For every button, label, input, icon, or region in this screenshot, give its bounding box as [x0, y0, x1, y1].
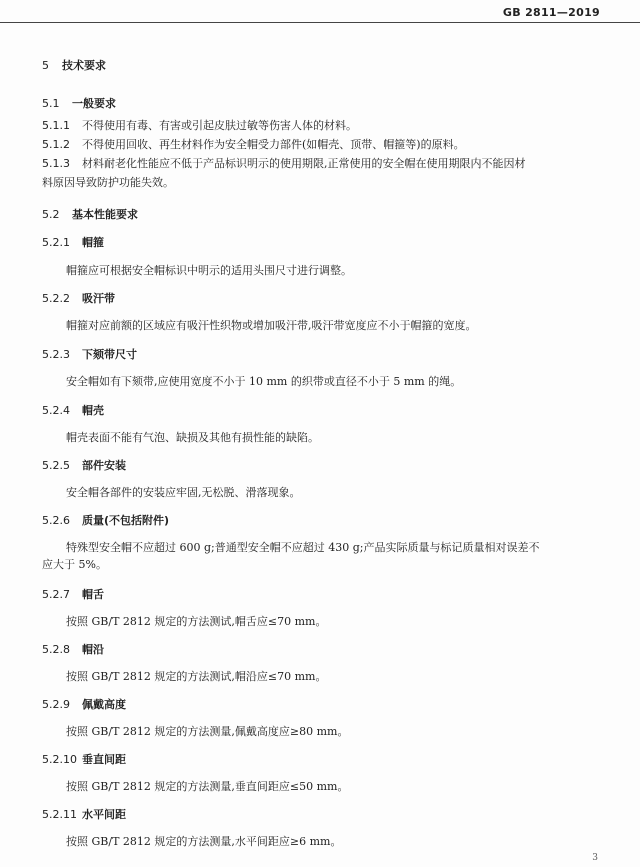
- clause-5-1-3-cont: [42, 173, 612, 193]
- clause-5-2-1-text: 帽箍应可根据安全帽标识中明示的适用头围尺寸进行调整。: [66, 264, 352, 277]
- section-number: 5.2.5: [42, 459, 70, 472]
- section-5-2-6-heading: [42, 512, 169, 528]
- section-number: 5.2.1: [42, 236, 70, 249]
- section-title: 帽舌: [82, 588, 104, 601]
- section-5-2-8-heading: [42, 641, 104, 657]
- section-number: 5.2: [42, 208, 60, 221]
- section-title: 部件安装: [82, 459, 126, 472]
- clause-5-2-5-text: 安全帽各部件的安装应牢固,无松脱、滑落现象。: [66, 486, 301, 499]
- section-5-2-2-heading: [42, 290, 115, 306]
- section-number: 5: [42, 59, 49, 72]
- section-number: 5.2.7: [42, 588, 70, 601]
- section-5-2-1-heading: [42, 234, 104, 250]
- section-5-2-heading: [42, 206, 138, 222]
- section-5-2-5-heading: [42, 457, 126, 473]
- clause-text-line1: 材料耐老化性能应不低于产品标识明示的使用期限,正常使用的安全帽在使用期限内不能因材: [82, 157, 526, 170]
- section-number: 5.2.2: [42, 292, 70, 305]
- section-5-1-heading: [42, 95, 116, 111]
- clause-5-2-8-text: 按照 GB/T 2812 规定的方法测试,帽沿应≤70 mm。: [66, 670, 327, 683]
- clause-5-1-2: [42, 135, 612, 155]
- clause-5-1-3: [42, 154, 612, 174]
- clause-number: 5.1.2: [42, 138, 70, 151]
- section-number: 5.2.10: [42, 753, 77, 766]
- section-title: 帽壳: [82, 404, 104, 417]
- section-5-heading: [42, 57, 106, 73]
- standard-number: GB 2811—2019: [502, 6, 600, 19]
- section-number: 5.2.6: [42, 514, 70, 527]
- section-5-2-9-heading: [42, 696, 126, 712]
- clause-5-2-10-text: 按照 GB/T 2812 规定的方法测量,垂直间距应≤50 mm。: [66, 780, 349, 793]
- section-number: 5.2.11: [42, 808, 77, 821]
- clause-text: 不得使用回收、再生材料作为安全帽受力部件(如帽壳、顶带、帽箍等)的原料。: [82, 138, 465, 151]
- section-number: 5.2.8: [42, 643, 70, 656]
- page-header: [0, 0, 640, 26]
- clause-5-2-2-text: 帽箍对应前额的区域应有吸汗性织物或增加吸汗带,吸汗带宽度应不小于帽箍的宽度。: [66, 319, 477, 332]
- clause-5-2-6-text-line1: 特殊型安全帽不应超过 600 g;普通型安全帽不应超过 430 g;产品实际质量与标记质量相对误差不: [66, 541, 540, 554]
- clause-5-2-3-text: 安全帽如有下颏带,应使用宽度不小于 10 mm 的织带或直径不小于 5 mm 的绳。: [66, 375, 462, 388]
- header-rule: [0, 22, 640, 23]
- clause-5-2-7-text: 按照 GB/T 2812 规定的方法测试,帽舌应≤70 mm。: [66, 615, 327, 628]
- section-title: 帽沿: [82, 643, 104, 656]
- clause-5-2-9-text: 按照 GB/T 2812 规定的方法测量,佩戴高度应≥80 mm。: [66, 725, 349, 738]
- clause-number: 5.1.3: [42, 157, 70, 170]
- section-title: 基本性能要求: [72, 208, 138, 221]
- section-5-2-11-heading: [42, 806, 126, 822]
- section-title: 佩戴高度: [82, 698, 126, 711]
- section-title: 质量(不包括附件): [82, 514, 170, 527]
- section-title: 吸汗带: [82, 292, 115, 305]
- section-title: 垂直间距: [82, 753, 126, 766]
- section-title: 技术要求: [62, 59, 106, 72]
- section-5-2-10-heading: [42, 751, 126, 767]
- section-title: 下颏带尺寸: [82, 348, 137, 361]
- clause-text: 不得使用有毒、有害或引起皮肤过敏等伤害人体的材料。: [82, 119, 357, 132]
- page-number: 3: [592, 853, 598, 863]
- section-number: 5.2.4: [42, 404, 70, 417]
- section-title: 一般要求: [72, 97, 116, 110]
- clause-number: 5.1.1: [42, 119, 70, 132]
- section-title: 水平间距: [82, 808, 126, 821]
- clause-5-1-1: [42, 116, 612, 136]
- clause-text-line2: 料原因导致防护功能失效。: [42, 176, 174, 189]
- section-5-2-4-heading: [42, 402, 104, 418]
- clause-text-line2: 应大于 5%。: [42, 558, 107, 571]
- section-number: 5.2.9: [42, 698, 70, 711]
- clause-5-2-4-text: 帽壳表面不能有气泡、缺损及其他有损性能的缺陷。: [66, 431, 319, 444]
- clause-5-2-11-text: 按照 GB/T 2812 规定的方法测量,水平间距应≥6 mm。: [66, 835, 342, 848]
- section-5-2-7-heading: [42, 586, 104, 602]
- section-number: 5.2.3: [42, 348, 70, 361]
- section-number: 5.1: [42, 97, 60, 110]
- section-title: 帽箍: [82, 236, 104, 249]
- section-5-2-3-heading: [42, 346, 137, 362]
- clause-5-2-6-cont: [42, 555, 612, 575]
